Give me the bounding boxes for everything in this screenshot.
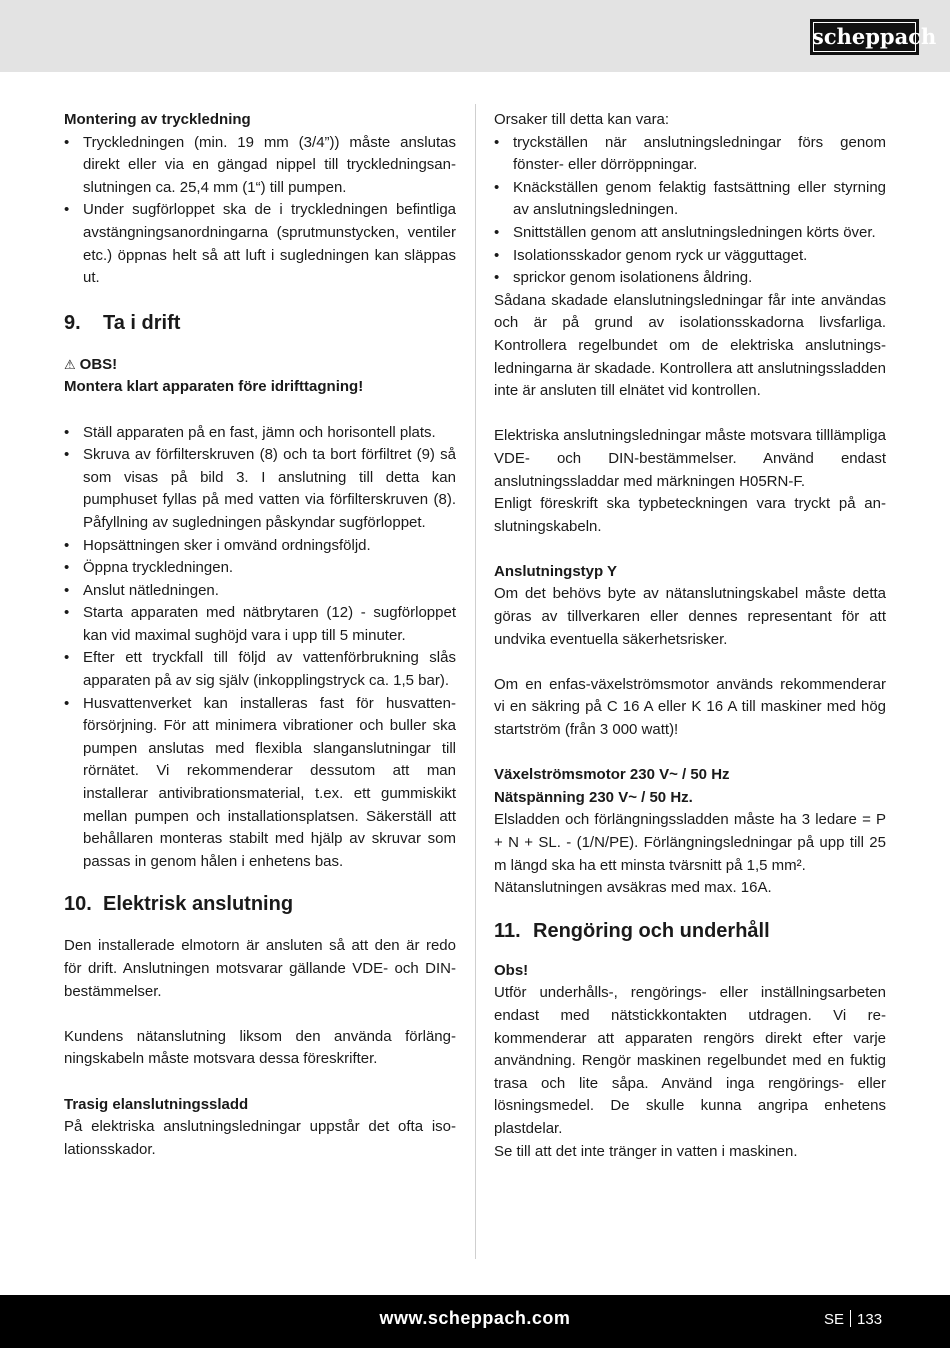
section-11-text-1: Utför underhålls-, rengörings- eller inställningsarbeten endast med nätstickkontakten utdragen. Vi rekommenderar att apparaten rengörs direkt efter varje användning. Rengör maskinen regelbundet med en fuktig trasa och lite såpa. Använd inga rengörings- eller lösningsmedel. De skulle kunna angripa enhetens plastdelar. — [494, 984, 886, 1137]
damaged-cables-text: Sådana skadade elanslutningsledningar får inte användas och är på grund av isolationsskadorna livsfarliga. Kontrollera regelbundet om de elektriska anslutningsledningarna är skadade. Kontrollera att anslutningssladden inte är ansluten till elnätet vid kontrollen. — [494, 291, 886, 400]
spacer — [494, 742, 886, 765]
spacer — [494, 538, 886, 561]
list-item: • Starta apparaten med nätbrytaren (12) - sugförloppet kan vid maximal sughöjd vara i upp till 5 minuter. — [64, 602, 456, 647]
list-item: • Snittställen genom att anslutningsledningen körts över. — [494, 222, 886, 245]
section-10-paragraph-2: Kundens nätanslutning liksom den använda förlängningskabeln måste motsvara dessa föreskrifter. — [64, 1027, 456, 1068]
mains-voltage-heading: Nätspänning 230 V~ / 50 Hz. — [494, 788, 693, 806]
section-11-obs: Obs! — [494, 961, 529, 979]
list-item: • Under sugförloppet ska de i tryckledningen befintliga avstängningsanordningarna (sprutmunstycken, ventiler etc.) öppnas helt så att luft i sugledningen kan släppas ut. — [64, 199, 456, 289]
spacer — [64, 1003, 456, 1026]
section-10-number: 10. — [64, 893, 92, 916]
section-11-title: Rengöring och underhåll — [533, 919, 770, 942]
column-divider — [475, 104, 476, 1259]
broken-cable-heading: Trasig elanslutningssladd — [64, 1095, 249, 1113]
list-item: • Husvattenverket kan installeras fast för husvattenförsörjning. För att minimera vibrationer och buller ska pumpen anslutas med flexibla slanganslutningar till rörnätet. Vi rekommenderar dessutom att man installerar antivibrationsmaterial, t.ex. ett gummiskikt mellan pumpen och installationsplatsen. Säkerställ att behållaren monteras stabilt med hjälp av skruvar som passas in genom hålen i enhetens bas. — [64, 693, 456, 874]
obs-text: Montera klart apparaten före idrifttagning! — [64, 378, 364, 396]
connection-type-text: Om det behövs byte av nätanslutningskabel måste detta göras av tillverkaren eller dennes representant för att undvika eventuella säkerhetsrisker. — [494, 585, 886, 648]
causes-intro: Orsaker till detta kan vara: — [494, 111, 670, 128]
section-9-heading — [64, 310, 456, 336]
right-column — [494, 109, 886, 1163]
section-10-heading — [64, 891, 456, 917]
page-header — [0, 0, 950, 72]
list-item: • Hopsättningen sker i omvänd ordningsföljd. — [64, 535, 456, 558]
section-9-list — [64, 422, 456, 874]
section-9-number: 9. — [64, 311, 81, 334]
broken-cable-text: På elektriska anslutningsledningar uppstår det ofta isolationsskador. — [64, 1118, 456, 1158]
section-11-number: 11. — [494, 919, 521, 942]
cables-paragraph-2: Enligt föreskrift ska typbeteckningen vara tryckt på anslutningskabeln. — [494, 495, 886, 535]
mount-list — [64, 132, 456, 290]
page-number-label — [824, 1310, 882, 1328]
fuse-text: Nätanslutningen avsäkras med max. 16A. — [494, 879, 772, 897]
single-phase-text: Om en enfas-växelströmsmotor används rekommenderar vi en säkring på C 16 A eller K 16 A till maskiner med hög startström (från 3 000 watt)! — [494, 675, 886, 739]
ac-motor-text: Elsladden och förlängningssladden måste ha 3 ledare = P + N + SL. - (1/N/PE). Förlängningsledningar på upp till 25 m längd ska ha ett minsta tvärsnitt på 1,5 mm². — [494, 811, 886, 874]
spacer — [494, 651, 886, 674]
warning-triangle-icon: ⚠ — [64, 356, 76, 372]
left-column — [64, 109, 456, 1161]
list-item: • Öppna tryckledningen. — [64, 557, 456, 580]
list-item: • Isolationsskador genom ryck ur vägguttaget. — [494, 245, 886, 268]
list-item: • Tryckledningen (min. 19 mm (3/4”)) måste anslutas direkt eller via en gängad nippel till tryckledningsanslutningen ca. 25,4 mm (1“) till pumpen. — [64, 132, 456, 200]
list-item: • Ställ apparaten på en fast, jämn och horisontell plats. — [64, 422, 456, 445]
spacer — [494, 403, 886, 426]
page-number: 133 — [857, 1311, 883, 1328]
section-10-title: Elektrisk anslutning — [103, 893, 294, 916]
page-footer — [0, 1295, 950, 1348]
section-11-text-2: Se till att det inte tränger in vatten i maskinen. — [494, 1142, 798, 1160]
website-url: www.scheppach.com — [379, 1308, 571, 1328]
connection-type-heading: Anslutningstyp Y — [494, 562, 618, 580]
list-item: • tryckställen när anslutningsledningar förs genom fönster- eller dörröppningar. — [494, 132, 886, 177]
language-code: SE — [824, 1311, 845, 1328]
scheppach-logo: scheppach — [810, 19, 919, 55]
section-11-heading — [494, 918, 886, 944]
spacer — [64, 399, 456, 422]
mount-heading: Montering av tryckledning — [64, 111, 251, 128]
footer-separator — [850, 1310, 851, 1327]
list-item: • Knäckställen genom felaktig fastsättning eller styrning av anslutningsledningen. — [494, 177, 886, 222]
causes-list — [494, 132, 886, 290]
list-item: • sprickor genom isolationens åldring. — [494, 267, 886, 290]
spacer — [64, 1071, 456, 1094]
list-item: • Anslut nätledningen. — [64, 580, 456, 603]
section-10-paragraph-1: Den installerade elmotorn är ansluten så att den är redo för drift. Anslutningen motsvarar gällande VDE- och DIN-bestämmelser. — [64, 937, 456, 1000]
obs-warning — [64, 354, 456, 377]
section-9-title: Ta i drift — [103, 311, 181, 334]
obs-label: OBS! — [79, 355, 118, 373]
list-item: • Skruva av förfilterskruven (8) och ta bort förfiltret (9) så som visas på bild 3. I anslutning till detta kan pumphuset fyllas på med vatten via förfilterskruven (8). Påfyllning av sugledningen påskyndar sugförloppet. — [64, 444, 456, 534]
cables-paragraph-1: Elektriska anslutningsledningar måste motsvara tilllämpliga VDE- och DIN-bestämmelser. Använd endast anslutningssladdar med märkningen H05RN-F. — [494, 427, 886, 490]
ac-motor-heading: Växelströmsmotor 230 V~ / 50 Hz — [494, 766, 730, 784]
list-item: • Efter ett tryckfall till följd av vattenförbrukning slås apparaten på av sig själv (inkopplingstryck ca. 1,5 bar). — [64, 647, 456, 692]
